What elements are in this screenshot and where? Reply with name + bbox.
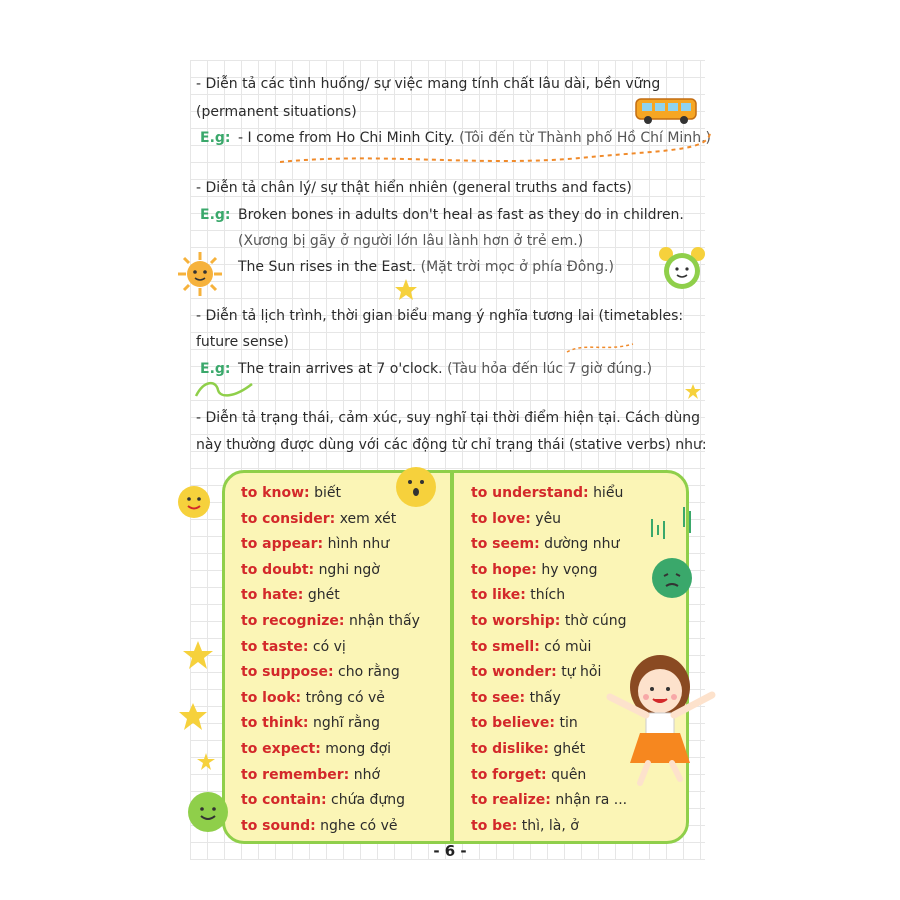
verb-meaning: thờ cúng [564,612,627,629]
verb-meaning: hình như [327,536,390,553]
timetables-example-en: The train arrives at 7 o'clock. [238,361,443,377]
eg-label: E.g: [200,361,231,377]
verb-meaning: có vị [312,638,346,655]
verb-term: to forget: [471,766,547,783]
verb-row [241,818,420,844]
verb-meaning: hiểu [593,485,624,501]
verb-row [241,767,420,793]
verb-term: to smell: [471,638,540,655]
verb-row [241,664,420,690]
verb-meaning: nhớ [353,766,381,783]
emoji-face-icon [186,790,230,834]
dotted-path-decoration [280,122,720,172]
truths-example-2-vi: (Mặt trời mọc ở phía Đông.) [420,259,614,275]
verb-row [471,792,627,818]
verb-row [241,639,420,665]
verb-term: to expect: [241,740,321,757]
table-divider [450,473,454,841]
verb-term: to know: [241,485,310,501]
emoji-face-icon [650,556,694,600]
verb-meaning: nghe có vẻ [320,817,398,834]
verb-term: to remember: [241,766,350,783]
verb-row [241,690,420,716]
verb-row [471,562,627,588]
verb-row [471,818,627,844]
verb-term: to wonder: [471,664,557,681]
verb-meaning: cho rằng [338,664,400,681]
verb-meaning: nhận ra ... [555,792,628,809]
truths-example-2 [238,259,614,275]
truths-example-1-en: Broken bones in adults don't heal as fast as they do in children. [238,207,684,223]
verb-term: to seem: [471,536,540,553]
verb-meaning: chứa đựng [331,792,406,809]
verb-meaning: dường như [544,536,620,553]
verb-term: to think: [241,715,309,732]
verb-meaning: tự hỏi [561,664,602,681]
verb-meaning: thì, là, ở [521,817,579,834]
timetables-line-1: - Diễn tả lịch trình, thời gian biểu mang ý nghĩa tương lai (timetables: [196,308,684,324]
verb-meaning: nghĩ rằng [312,715,381,732]
verb-term: to like: [471,587,526,604]
dotted-line-decoration [565,338,635,356]
emoji-face-icon [176,484,212,520]
verb-term: to look: [241,689,302,706]
verb-term: to suppose: [241,664,334,681]
verb-term: to realize: [471,792,551,809]
verb-row [241,613,420,639]
verbs-left-column [241,485,420,843]
permanent-line-1: - Diễn tả các tình huống/ sự việc mang tính chất lâu dài, bền vững [196,76,661,92]
permanent-example-vi: (Tôi đến từ Thành phố Hồ Chí Minh.) [459,130,711,146]
verb-row [241,741,420,767]
verb-meaning: tin [559,715,578,732]
truths-example-1-vi: (Xương bị gãy ở người lớn lâu lành hơn ở trẻ em.) [238,233,584,249]
permanent-example-en: - I come from Ho Chi Minh City. [238,130,455,146]
verb-term: to dislike: [471,740,549,757]
verb-meaning: nghi ngờ [318,561,380,578]
verb-row [241,511,420,537]
verb-row [471,485,627,511]
verb-row [241,536,420,562]
star-icon [394,278,418,302]
verb-meaning: trông có vẻ [305,689,385,706]
star-icon [684,383,702,401]
alarm-clock-icon [652,244,712,294]
verb-row [241,587,420,613]
page-number: - 6 - [433,842,467,860]
verb-term: to hate: [241,587,304,604]
verb-term: to see: [471,689,526,706]
verb-term: to contain: [241,792,327,809]
star-icon [182,640,214,672]
sound-waves-decoration [648,505,698,545]
verb-meaning: biết [314,485,341,501]
verb-term: to sound: [241,817,316,834]
verb-row [471,613,627,639]
verb-term: to love: [471,510,531,527]
verb-meaning: hy vọng [541,561,598,578]
verb-meaning: yêu [535,510,562,527]
verb-term: to appear: [241,536,324,553]
star-icon [196,752,216,772]
timetables-example [238,361,652,377]
swirl-decoration [194,378,254,402]
verb-term: to worship: [471,612,561,629]
verb-row [471,587,627,613]
verb-row [241,792,420,818]
timetables-example-vi: (Tàu hỏa đến lúc 7 giờ đúng.) [447,361,653,377]
verb-meaning: quên [551,766,587,783]
verb-term: to doubt: [241,561,315,578]
emoji-face-icon [394,460,438,510]
verb-row [241,715,420,741]
verb-row [471,511,627,537]
verb-meaning: mong đợi [325,740,392,757]
verb-meaning: thấy [529,689,561,706]
verb-term: to hope: [471,561,537,578]
verb-meaning: có mùi [544,638,592,655]
verb-meaning: ghét [307,587,340,604]
verb-meaning: xem xét [339,510,397,527]
verb-term: to be: [471,817,518,834]
eg-label: E.g: [200,130,231,146]
verb-term: to consider: [241,510,336,527]
truths-line-1: - Diễn tả chân lý/ sự thật hiển nhiên (general truths and facts) [196,180,632,196]
stative-line-2: này thường được dùng với các động từ chỉ trạng thái (stative verbs) như: [196,437,707,453]
verb-term: to believe: [471,715,556,732]
star-icon [178,702,208,732]
eg-label: E.g: [200,207,231,223]
verb-row [241,562,420,588]
girl-illustration-icon [600,645,725,790]
sun-icon [176,250,224,298]
verb-meaning: nhận thấy [348,612,420,629]
verb-row [471,536,627,562]
verb-term: to understand: [471,485,589,501]
verb-meaning: thích [530,587,566,604]
stative-line-1: - Diễn tả trạng thái, cảm xúc, suy nghĩ tại thời điểm hiện tại. Cách dùng [196,410,700,426]
permanent-line-2: (permanent situations) [196,104,357,120]
verb-meaning: ghét [553,740,586,757]
verb-term: to recognize: [241,612,345,629]
truths-example-2-en: The Sun rises in the East. [238,259,417,275]
timetables-line-2: future sense) [196,334,289,350]
verb-term: to taste: [241,638,309,655]
